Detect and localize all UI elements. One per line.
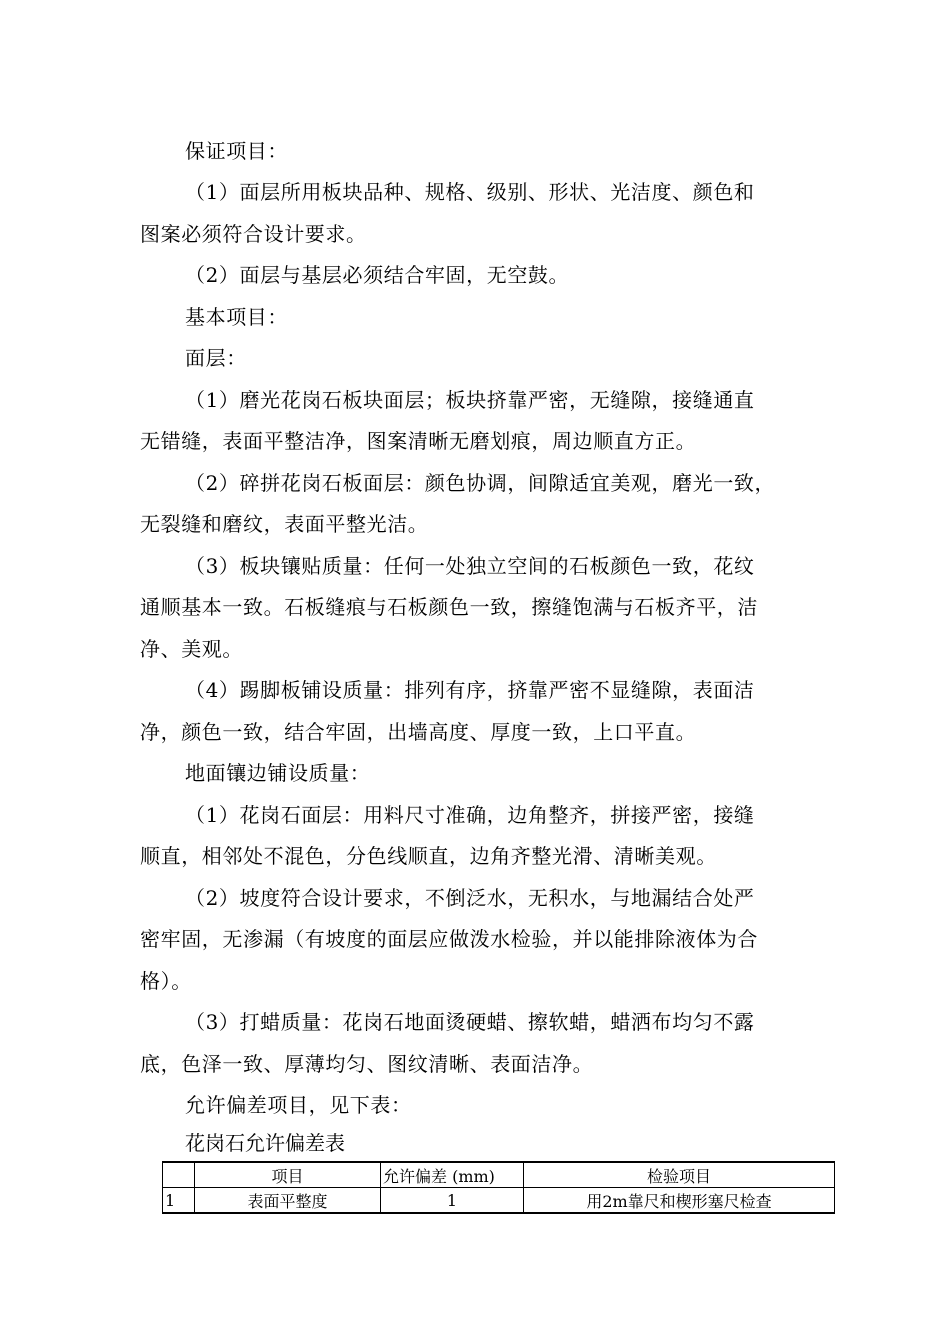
paragraph-line: 底，色泽一致、厚薄均匀、图纹清晰、表面洁净。 (140, 1052, 594, 1076)
paragraph-line: 净，颜色一致，结合牢固，出墙高度、厚度一致，上口平直。 (140, 720, 697, 744)
paragraph-line: （1）面层所用板块品种、规格、级别、形状、光洁度、颜色和 (185, 180, 755, 204)
cell-tolerance: 1 (381, 1188, 524, 1214)
header-inspection: 检验项目 (524, 1162, 835, 1188)
paragraph-line: （2）碎拼花岗石板面层：颜色协调，间隙适宜美观，磨光一致， (185, 471, 776, 495)
paragraph-line: 无错缝，表面平整洁净，图案清晰无磨划痕，周边顺直方正。 (140, 429, 697, 453)
paragraph-line: （1）花岗石面层：用料尺寸准确，边角整齐，拼接严密，接缝 (185, 803, 755, 827)
heading-edge-paving: 地面镶边铺设质量： (185, 761, 371, 785)
cell-index: 1 (163, 1188, 195, 1214)
cell-item: 表面平整度 (195, 1188, 381, 1214)
paragraph-line: 允许偏差项目，见下表： (185, 1093, 412, 1117)
table-caption: 花岗石允许偏差表 (185, 1131, 345, 1155)
table-header-row (163, 1162, 835, 1188)
paragraph-line: （2）面层与基层必须结合牢固，无空鼓。 (185, 263, 570, 287)
paragraph-line: 净、美观。 (140, 637, 243, 661)
heading-guarantee-items: 保证项目： (185, 139, 288, 163)
tolerance-table (162, 1161, 835, 1214)
table-row (163, 1188, 835, 1214)
header-item: 项目 (195, 1162, 381, 1188)
header-tolerance: 允许偏差 (mm) (381, 1162, 524, 1188)
paragraph-line: （4）踢脚板铺设质量：排列有序，挤靠严密不显缝隙，表面洁 (185, 678, 755, 702)
paragraph-line: 格）。 (140, 969, 192, 993)
cell-inspection: 用2m靠尺和楔形塞尺检查 (524, 1188, 835, 1214)
paragraph-line: 无裂缝和磨纹，表面平整光洁。 (140, 512, 429, 536)
paragraph-line: （3）打蜡质量：花岗石地面烫硬蜡、擦软蜡，蜡洒布均匀不露 (185, 1010, 755, 1034)
heading-surface-layer: 面层： (185, 346, 247, 370)
paragraph-line: 密牢固，无渗漏（有坡度的面层应做泼水检验，并以能排除液体为合 (140, 927, 758, 951)
paragraph-line: （3）板块镶贴质量：任何一处独立空间的石板颜色一致，花纹 (185, 554, 755, 578)
paragraph-line: 顺直，相邻处不混色，分色线顺直，边角齐整光滑、清晰美观。 (140, 844, 717, 868)
paragraph-line: 通顺基本一致。石板缝痕与石板颜色一致，擦缝饱满与石板齐平，洁 (140, 595, 758, 619)
paragraph-line: （1）磨光花岗石板块面层；板块挤靠严密，无缝隙，接缝通直 (185, 388, 755, 412)
paragraph-line: 图案必须符合设计要求。 (140, 222, 367, 246)
header-index (163, 1162, 195, 1188)
heading-basic-items: 基本项目： (185, 305, 288, 329)
paragraph-line: （2）坡度符合设计要求，不倒泛水，无积水，与地漏结合处严 (185, 886, 755, 910)
